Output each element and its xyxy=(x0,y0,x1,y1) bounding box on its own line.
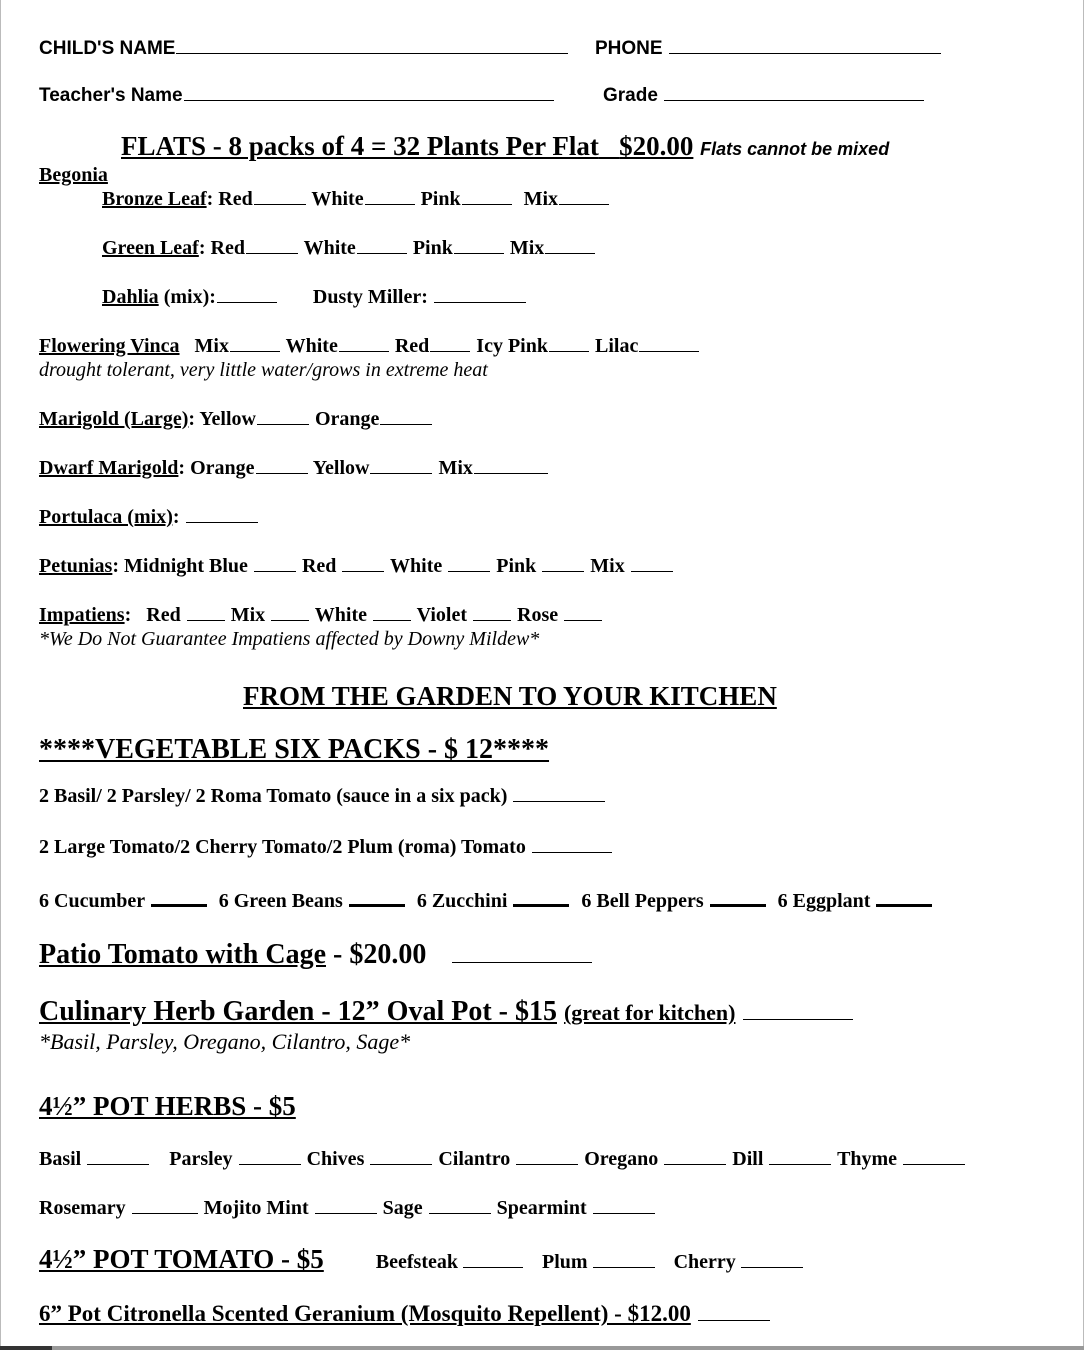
veg-line1-row: 2 Basil/ 2 Parsley/ 2 Roma Tomato (sauce in a six pack) xyxy=(39,785,606,808)
dwarf-orange-field[interactable] xyxy=(256,459,308,474)
grade-label: Grade xyxy=(603,85,658,106)
child-name-row xyxy=(39,38,569,60)
child-name-field[interactable] xyxy=(176,39,568,54)
marigold-row: Marigold (Large): Yellow Orange xyxy=(39,408,433,431)
petunia-pink-field[interactable] xyxy=(542,557,584,572)
impatiens-violet-field[interactable] xyxy=(473,606,511,621)
beefsteak-field[interactable] xyxy=(463,1253,523,1268)
dusty-miller-label: Dusty Miller: xyxy=(312,286,428,308)
portulaca-field[interactable] xyxy=(186,508,258,523)
herb-list: *Basil, Parsley, Oregano, Cilantro, Sage* xyxy=(39,1029,411,1054)
zucchini-field[interactable] xyxy=(513,890,569,907)
bronze-pink-field[interactable] xyxy=(462,190,512,205)
vinca-row: Flowering Vinca Mix White Red Icy Pink Lilac xyxy=(39,335,700,358)
dusty-miller-field[interactable] xyxy=(434,288,526,303)
marigold-orange-field[interactable] xyxy=(380,410,432,425)
petunia-white-field[interactable] xyxy=(448,557,490,572)
flats-title: FLATS - 8 packs of 4 = 32 Plants Per Flat xyxy=(121,131,599,161)
dahlia-field[interactable] xyxy=(217,288,277,303)
impatiens-note: *We Do Not Guarantee Impatiens affected by Downy Mildew* xyxy=(39,628,540,650)
six-pack-row: 6 Cucumber 6 Green Beans 6 Zucchini 6 Bell Peppers 6 Eggplant xyxy=(39,890,933,913)
teacher-field[interactable] xyxy=(184,86,554,101)
grade-row xyxy=(603,85,925,107)
plum-field[interactable] xyxy=(593,1253,655,1268)
bronze-leaf-row: Bronze Leaf: Red White Pink Mix xyxy=(102,188,610,211)
child-name-label: CHILD'S NAME xyxy=(39,38,176,59)
bronze-mix-field[interactable] xyxy=(559,190,609,205)
portulaca-row: Portulaca (mix): xyxy=(39,506,259,529)
petunias-row: Petunias: Midnight Blue Red White Pink Mix xyxy=(39,555,674,578)
petunia-mix-field[interactable] xyxy=(631,557,673,572)
pot-herbs-title: 4½” POT HERBS - $5 xyxy=(39,1091,296,1121)
green-white-field[interactable] xyxy=(357,239,407,254)
basil-field[interactable] xyxy=(87,1150,149,1165)
marigold-yellow-field[interactable] xyxy=(257,410,309,425)
dwarf-yellow-field[interactable] xyxy=(370,459,432,474)
geranium-row: 6” Pot Citronella Scented Geranium (Mosquito Repellent) - $12.00 xyxy=(39,1301,771,1327)
herb-garden-row: Culinary Herb Garden - 12” Oval Pot - $15 (great for kitchen) xyxy=(39,996,854,1028)
teacher-row xyxy=(39,85,555,107)
eggplant-field[interactable] xyxy=(876,890,932,907)
spearmint-field[interactable] xyxy=(593,1199,655,1214)
phone-label: PHONE xyxy=(595,38,663,59)
flats-title-row xyxy=(121,131,889,162)
flats-note: Flats cannot be mixed xyxy=(700,139,890,159)
green-leaf-row: Green Leaf: Red White Pink Mix xyxy=(102,237,596,260)
dwarf-marigold-row: Dwarf Marigold: Orange Yellow Mix xyxy=(39,457,549,480)
teacher-label: Teacher's Name xyxy=(39,85,183,106)
petunia-blue-field[interactable] xyxy=(254,557,296,572)
impatiens-red-field[interactable] xyxy=(187,606,225,621)
phone-row xyxy=(595,38,942,60)
sage-field[interactable] xyxy=(429,1199,491,1214)
pot-tomato-row: 4½” POT TOMATO - $5 Beefsteak Plum Cherry xyxy=(39,1244,804,1275)
dwarf-mix-field[interactable] xyxy=(474,459,548,474)
vinca-icypink-field[interactable] xyxy=(549,337,589,352)
patio-row: Patio Tomato with Cage - $20.00 xyxy=(39,939,593,971)
dill-field[interactable] xyxy=(769,1150,831,1165)
kitchen-title: FROM THE GARDEN TO YOUR KITCHEN xyxy=(243,681,777,711)
veg-line1-field[interactable] xyxy=(513,787,605,802)
petunia-red-field[interactable] xyxy=(342,557,384,572)
vinca-red-field[interactable] xyxy=(430,337,470,352)
cucumber-field[interactable] xyxy=(151,890,207,907)
rosemary-field[interactable] xyxy=(132,1199,198,1214)
impatiens-mix-field[interactable] xyxy=(271,606,309,621)
veg-line2-field[interactable] xyxy=(532,838,612,853)
vinca-mix-field[interactable] xyxy=(230,337,280,352)
phone-field[interactable] xyxy=(669,39,941,54)
impatiens-white-field[interactable] xyxy=(373,606,411,621)
begonia-heading: Begonia xyxy=(39,164,108,186)
impatiens-rose-field[interactable] xyxy=(564,606,602,621)
veg-title: ****VEGETABLE SIX PACKS - $ 12**** xyxy=(39,734,550,765)
herbs-row-2: Rosemary Mojito Mint Sage Spearmint xyxy=(39,1197,656,1220)
green-beans-field[interactable] xyxy=(349,890,405,907)
grade-field[interactable] xyxy=(664,86,924,101)
vinca-white-field[interactable] xyxy=(339,337,389,352)
dahlia-row: Dahlia (mix): Dusty Miller: xyxy=(102,286,527,309)
bottom-scrollbar[interactable] xyxy=(0,1346,1084,1350)
bronze-red-field[interactable] xyxy=(254,190,306,205)
herbs-row-1: Basil Parsley Chives Cilantro Oregano Dill Thyme xyxy=(39,1148,966,1171)
geranium-field[interactable] xyxy=(698,1306,770,1321)
mojito-mint-field[interactable] xyxy=(315,1199,377,1214)
veg-line2-row: 2 Large Tomato/2 Cherry Tomato/2 Plum (roma) Tomato xyxy=(39,836,613,859)
cilantro-field[interactable] xyxy=(516,1150,578,1165)
chives-field[interactable] xyxy=(370,1150,432,1165)
parsley-field[interactable] xyxy=(239,1150,301,1165)
bell-peppers-field[interactable] xyxy=(710,890,766,907)
green-mix-field[interactable] xyxy=(545,239,595,254)
herb-garden-field[interactable] xyxy=(743,1003,853,1020)
flats-price: $20.00 xyxy=(619,131,694,161)
vinca-lilac-field[interactable] xyxy=(639,337,699,352)
vinca-note: drought tolerant, very little water/grows in extreme heat xyxy=(39,359,488,381)
cherry-field[interactable] xyxy=(741,1253,803,1268)
green-red-field[interactable] xyxy=(246,239,298,254)
green-pink-field[interactable] xyxy=(454,239,504,254)
oregano-field[interactable] xyxy=(664,1150,726,1165)
impatiens-row: Impatiens: Red Mix White Violet Rose xyxy=(39,604,603,627)
patio-field[interactable] xyxy=(452,944,592,963)
thyme-field[interactable] xyxy=(903,1150,965,1165)
bronze-white-field[interactable] xyxy=(365,190,415,205)
